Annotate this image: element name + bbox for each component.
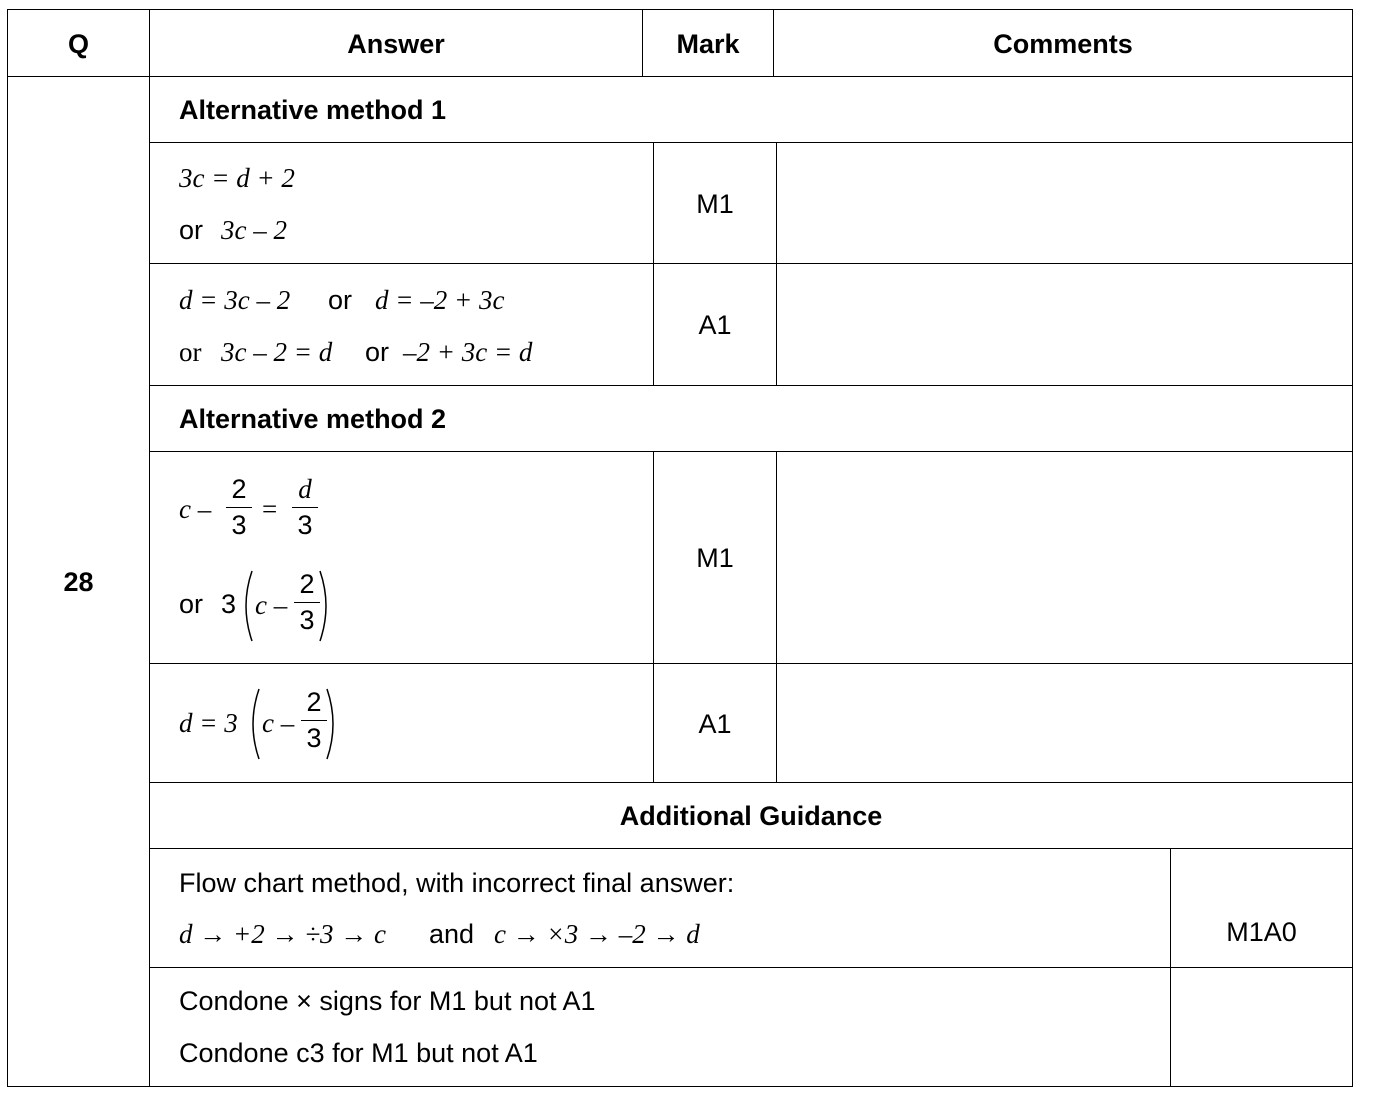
method1-row2-or1: or [328,285,353,315]
fraction-d-over-3: d 3 [292,476,318,539]
method2-row1-eq: = [262,494,278,524]
method2-row1-or: or [179,589,204,619]
header-q: Q [67,29,89,59]
method2-row1-coef: 3 [221,589,237,619]
method1-row2-d: –2 + 3c = d [403,337,533,367]
method1-title: Alternative method 1 [179,95,447,125]
right-paren [316,568,334,644]
guidance-title: Additional Guidance [619,801,883,831]
header-answer: Answer [347,29,445,59]
method1-row1-or: or [179,215,204,245]
method1-row1-line1: 3c = d + 2 [179,163,295,193]
method1-row1-mark: M1 [696,189,734,219]
method1-row2-b: d = –2 + 3c [375,285,505,315]
method1-row2-a: d = 3c – 2 [179,285,291,315]
left-paren [238,568,256,644]
guidance-row1-mark: M1A0 [1226,917,1297,947]
method1-row2-mark: A1 [698,310,732,340]
guidance-row1-flow-a: d → +2 → ÷3 → c [179,919,387,949]
guidance-row1-line1: Flow chart method, with incorrect final answer: [179,868,735,898]
guidance-row2-line2: Condone c3 for M1 but not A1 [179,1038,538,1068]
method2-row1-c-minus: c – [179,494,212,524]
left-paren [245,686,263,762]
fraction-two-thirds: 2 3 [226,476,252,539]
fraction-two-thirds-paren: 2 3 [294,571,320,634]
method2-row2-mark: A1 [698,709,732,739]
guidance-row1-flow-b: c → ×3 → –2 → d [494,919,700,949]
method2-row1-mark: M1 [696,543,734,573]
header-comments: Comments [993,29,1133,59]
method1-row2-or3: or [365,337,390,367]
right-paren [323,686,341,762]
method2-row2-lhs: d = 3 [179,708,238,738]
header-mark: Mark [676,29,740,59]
method2-row2-inner: c – [262,708,295,738]
guidance-row2-line1: Condone × signs for M1 but not A1 [179,986,596,1016]
method1-row1-line2: 3c – 2 [221,215,287,245]
question-number: 28 [63,567,94,597]
guidance-row1-and: and [429,919,475,949]
method2-row1-inner: c – [255,590,288,620]
method2-title: Alternative method 2 [179,404,447,434]
fraction-two-thirds-paren: 2 3 [301,689,327,752]
method1-row2-c: 3c – 2 = d [221,337,333,367]
method1-row2-or2: or [179,337,202,367]
